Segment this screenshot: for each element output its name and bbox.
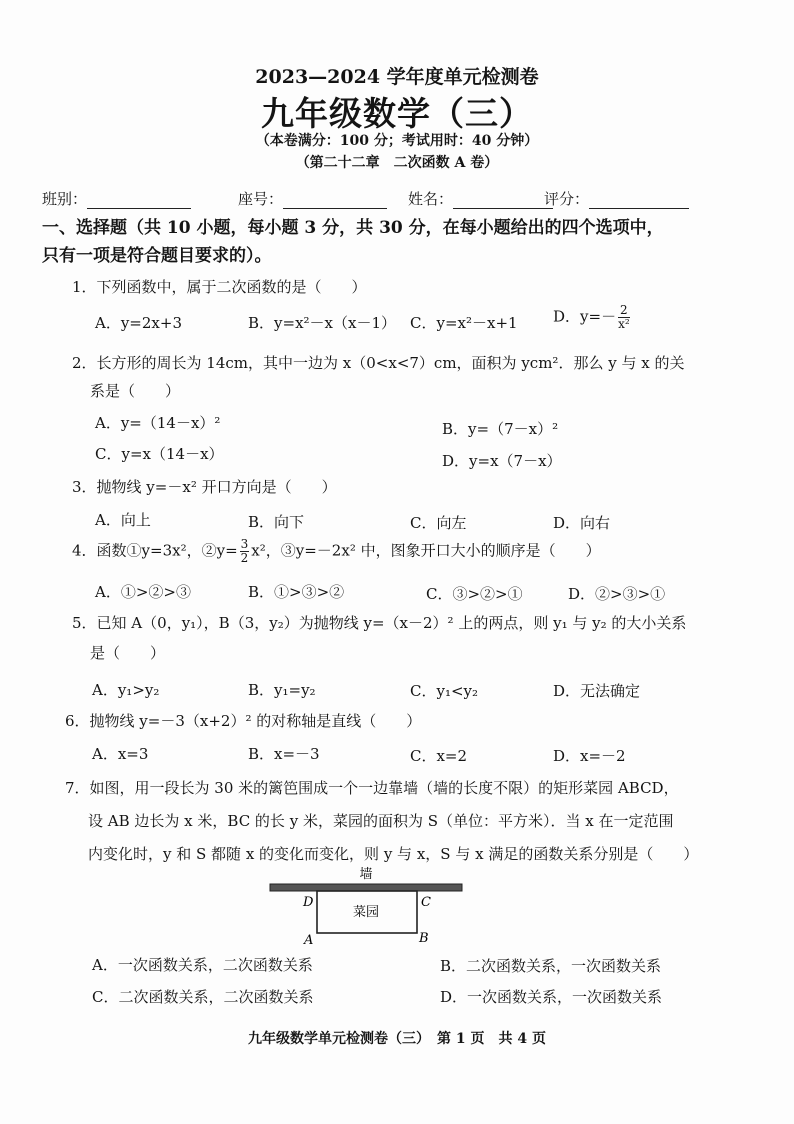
question-4-stem <box>72 538 601 565</box>
name-field <box>408 188 553 209</box>
name-blank[interactable] <box>453 192 553 209</box>
question-3-option-d: D．向右 <box>553 514 611 532</box>
fraction-numerator: 2 <box>620 303 628 317</box>
garden-label: 菜园 <box>352 905 380 920</box>
question-1-option-d <box>553 304 632 331</box>
seat-label: 座号： <box>238 190 284 208</box>
question-5-stem-line1: 5．已知 A（0，y₁），B（3，y₂）为抛物线 y=（x－2）² 上的两点，则 y₁ 与 y₂ 的大小关系 <box>72 614 687 632</box>
question-6-option-b: B．x=－3 <box>248 745 320 763</box>
question-7-stem-line2: 设 AB 边长为 x 米，BC 的长 y 米，菜园的面积为 S（单位：平方米）．当 x 在一定范围 <box>88 812 674 830</box>
question-1-option-a: A．y=2x+3 <box>95 314 182 332</box>
section-heading-line2: 只有一项是符合题目要求的）。 <box>42 246 272 266</box>
point-a-label: A <box>304 933 314 948</box>
seat-blank[interactable] <box>283 192 387 209</box>
question-7-option-b: B．二次函数关系，一次函数关系 <box>440 957 662 975</box>
question-4-option-b: B．①>③>② <box>248 583 345 601</box>
question-5-option-d: D．无法确定 <box>553 682 641 700</box>
exam-year-title: 2023—2024 学年度单元检测卷 <box>255 66 539 88</box>
question-6-stem: 6．抛物线 y=－3（x+2）² 的对称轴是直线（ ） <box>65 712 422 730</box>
question-2-option-c: C．y=x（14－x） <box>95 445 224 463</box>
point-b-label: B <box>419 931 429 946</box>
question-5-option-c: C．y₁<y₂ <box>410 682 479 700</box>
class-blank[interactable] <box>87 192 191 209</box>
question-3-stem: 3．抛物线 y=－x² 开口方向是（ ） <box>72 478 337 496</box>
exam-chapter-note: （第二十二章 二次函数 A 卷） <box>295 155 499 171</box>
fraction-numerator: 3 <box>240 537 249 551</box>
question-7-option-d: D．一次函数关系，一次函数关系 <box>440 988 663 1006</box>
score-blank[interactable] <box>589 192 689 209</box>
exam-score-time-note: （本卷满分：100 分；考试用时：40 分钟） <box>255 133 539 149</box>
class-label: 班别： <box>42 190 88 208</box>
question-2-stem-line2: 系是（ ） <box>90 382 181 400</box>
question-6-option-a: A．x=3 <box>92 745 149 763</box>
question-4-fraction <box>240 538 250 565</box>
question-2-option-a: A．y=（14－x）² <box>95 414 221 432</box>
question-4-stem-suffix: x²，③y=－2x² 中，图象开口大小的顺序是（ ） <box>251 541 601 560</box>
question-2-option-b: B．y=（7－x）² <box>442 420 559 438</box>
point-c-label: C <box>421 895 431 910</box>
garden-figure <box>262 864 472 950</box>
question-4-option-c: C．③>②>① <box>426 585 523 603</box>
question-3-option-c: C．向左 <box>410 514 467 532</box>
question-5-option-a: A．y₁>y₂ <box>92 681 160 699</box>
question-4-option-a: A．①>②>③ <box>95 583 191 601</box>
seat-field <box>238 188 387 209</box>
class-field <box>42 188 191 209</box>
question-3-option-b: B．向下 <box>248 513 305 531</box>
question-1-fraction <box>618 304 630 331</box>
score-label: 评分： <box>544 190 590 208</box>
question-4-option-d: D．②>③>① <box>568 585 666 603</box>
question-2-stem-line1: 2．长方形的周长为 14cm，其中一边为 x（0<x<7）cm，面积为 ycm²．那么 y 与 x 的关 <box>72 354 685 372</box>
name-label: 姓名： <box>408 190 454 208</box>
question-6-option-c: C．x=2 <box>410 747 468 765</box>
wall-bar <box>270 884 462 891</box>
question-6-option-d: D．x=－2 <box>553 747 626 765</box>
question-7-option-c: C．二次函数关系，二次函数关系 <box>92 988 314 1006</box>
question-3-option-a: A．向上 <box>95 511 151 529</box>
question-5-stem-line2: 是（ ） <box>90 644 166 662</box>
point-d-label: D <box>303 895 314 910</box>
question-7-option-a: A．一次函数关系，二次函数关系 <box>92 956 313 974</box>
question-4-stem-prefix: 4．函数①y=3x²，②y= <box>72 541 238 560</box>
fraction-denominator: 2 <box>240 551 249 565</box>
score-field <box>544 188 689 209</box>
question-1-option-c: C．y=x²－x+1 <box>410 314 518 332</box>
question-1-option-b: B．y=x²－x（x－1） <box>248 314 397 332</box>
question-1-option-d-prefix: D．y=－ <box>553 307 617 326</box>
question-2-option-d: D．y=x（7－x） <box>442 452 562 470</box>
wall-label: 墙 <box>359 867 373 882</box>
question-7-stem-line1: 7．如图，用一段长为 30 米的篱笆围成一个一边靠墙（墙的长度不限）的矩形菜园 ABCD， <box>65 779 679 797</box>
exam-main-title: 九年级数学（三） <box>261 94 533 133</box>
section-heading-line1: 一、选择题（共 10 小题，每小题 3 分，共 30 分，在每小题给出的四个选项中， <box>42 218 664 238</box>
question-7-stem-line3: 内变化时，y 和 S 都随 x 的变化而变化，则 y 与 x，S 与 x 满足的函数关系分别是（ ） <box>88 845 699 863</box>
question-1-stem: 1．下列函数中，属于二次函数的是（ ） <box>72 278 367 296</box>
fraction-denominator: x² <box>618 317 630 331</box>
page-footer: 九年级数学单元检测卷（三） 第 1 页 共 4 页 <box>248 1031 546 1047</box>
question-5-option-b: B．y₁=y₂ <box>248 681 316 699</box>
